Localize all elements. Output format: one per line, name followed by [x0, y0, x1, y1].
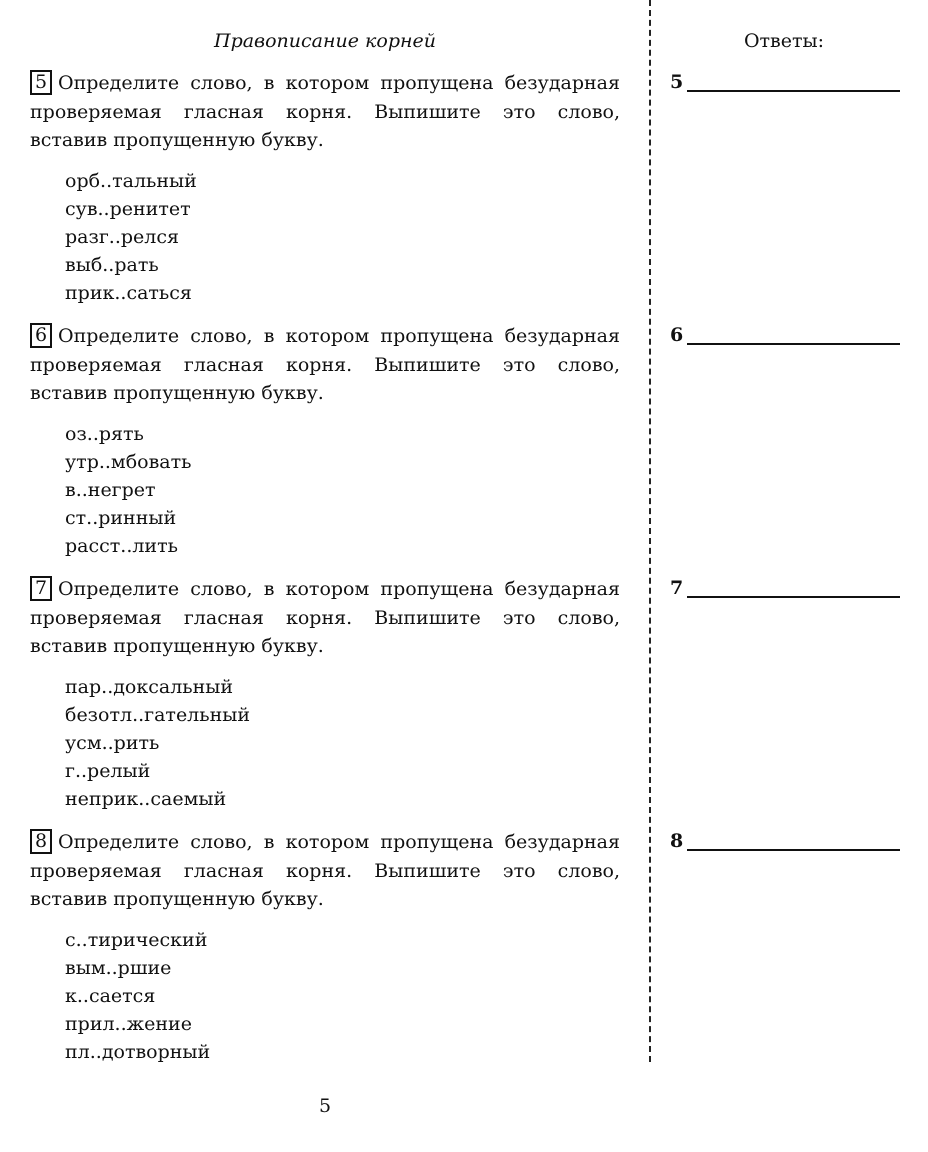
word-option: орб..тальный: [65, 169, 197, 192]
answer-field-6[interactable]: [670, 324, 902, 354]
word-option: ст..ринный: [65, 506, 177, 529]
answer-line[interactable]: [687, 343, 900, 345]
task-prompt: [30, 69, 620, 155]
word-options-list: [30, 420, 620, 560]
word-option: прил..жение: [65, 1012, 192, 1035]
task-instruction: Определите слово, в котором пропущена безударная проверяемая гласная корня. Выпишите это слово, вставив пропущенную букву.: [30, 325, 620, 404]
word-option: с..тирический: [65, 928, 208, 951]
answer-number: 5: [670, 71, 684, 93]
word-option: усм..рить: [65, 731, 160, 754]
task-5: [30, 69, 620, 307]
word-option: г..релый: [65, 759, 151, 782]
task-number-box: 5: [30, 70, 52, 95]
word-option: к..сается: [65, 984, 156, 1007]
task-8: [30, 828, 620, 1066]
answer-line[interactable]: [687, 596, 900, 598]
word-option: безотл..гательный: [65, 703, 251, 726]
answer-number: 8: [670, 830, 684, 852]
word-option: разг..релся: [65, 225, 179, 248]
page-number: 5: [318, 1095, 332, 1117]
answer-line[interactable]: [687, 849, 900, 851]
word-option: прик..саться: [65, 281, 192, 304]
answer-number: 6: [670, 324, 684, 346]
task-prompt: [30, 828, 620, 914]
word-option: оз..рять: [65, 422, 144, 445]
word-option: пл..дотворный: [65, 1040, 211, 1063]
word-option: пар..доксальный: [65, 675, 234, 698]
word-option: утр..мбовать: [65, 450, 192, 473]
task-instruction: Определите слово, в котором пропущена безударная проверяемая гласная корня. Выпишите это слово, вставив пропущенную букву.: [30, 72, 620, 151]
dashed-column-divider: [649, 0, 651, 1062]
word-option: в..негрет: [65, 478, 156, 501]
answer-field-5[interactable]: [670, 71, 902, 101]
word-option: выб..рать: [65, 253, 159, 276]
answers-column-title: Ответы:: [743, 30, 825, 52]
task-number-box: 8: [30, 829, 52, 854]
word-option: неприк..саемый: [65, 787, 227, 810]
answer-line[interactable]: [687, 90, 900, 92]
task-7: [30, 575, 620, 813]
word-options-list: [30, 673, 620, 813]
word-option: вым..ршие: [65, 956, 172, 979]
answer-field-8[interactable]: [670, 830, 902, 860]
task-number-box: 7: [30, 576, 52, 601]
task-number-box: 6: [30, 323, 52, 348]
answer-number: 7: [670, 577, 684, 599]
answer-field-7[interactable]: [670, 577, 902, 607]
word-options-list: [30, 926, 620, 1066]
task-6: [30, 322, 620, 560]
task-instruction: Определите слово, в котором пропущена безударная проверяемая гласная корня. Выпишите это слово, вставив пропущенную букву.: [30, 831, 620, 910]
word-option: сув..ренитет: [65, 197, 191, 220]
task-prompt: [30, 322, 620, 408]
task-instruction: Определите слово, в котором пропущена безударная проверяемая гласная корня. Выпишите это слово, вставив пропущенную букву.: [30, 578, 620, 657]
word-option: расст..лить: [65, 534, 178, 557]
task-prompt: [30, 575, 620, 661]
section-title: Правописание корней: [214, 30, 436, 52]
word-options-list: [30, 167, 620, 307]
